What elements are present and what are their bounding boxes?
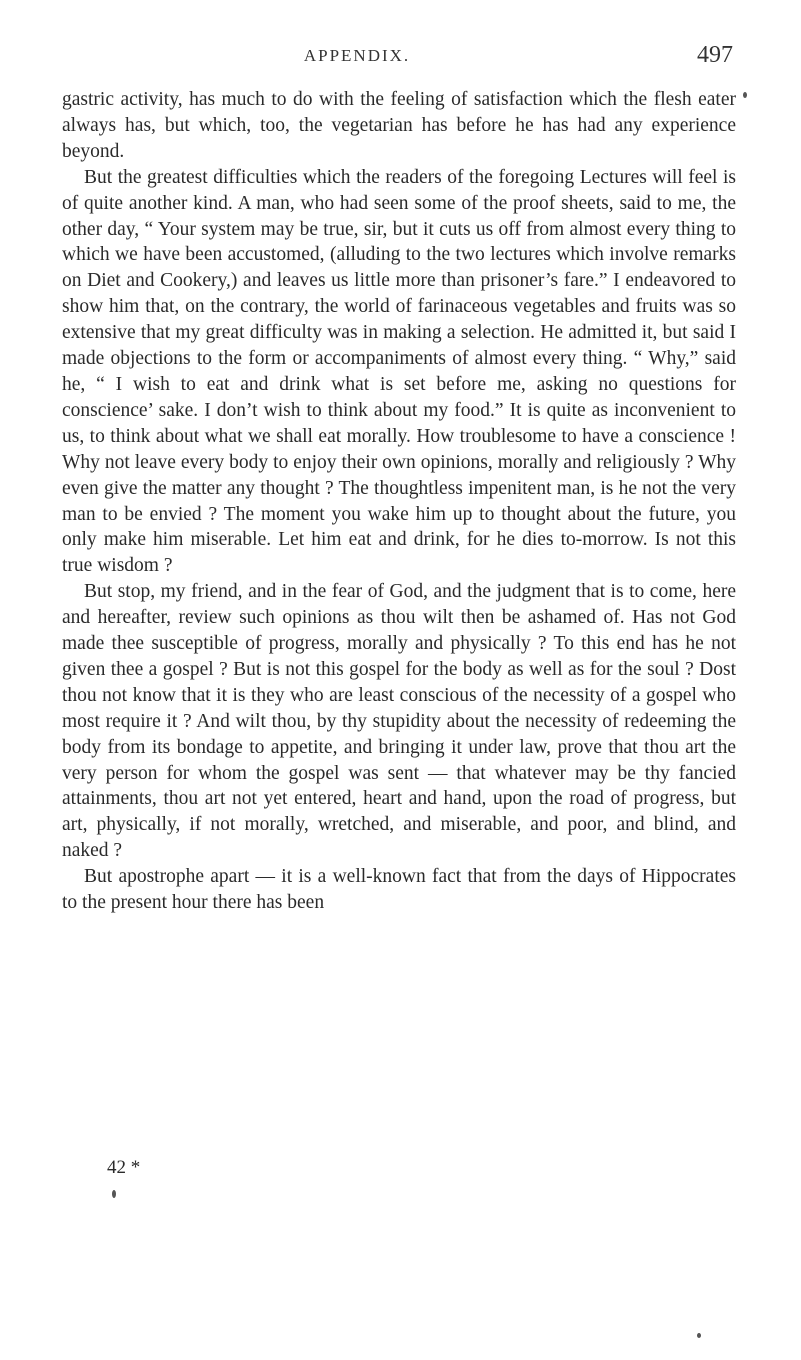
running-head (0, 42, 801, 76)
scan-speck (697, 1333, 701, 1338)
paragraph-2: But the greatest difficulties which the readers of the foregoing Lectures will feel is of quite another kind. A man, who had seen some of the proof sheets, said to me, the other day, “ Your system may be true, sir, but it cuts us off from almost every thing to which we have been accustomed, (alluding to the two lectures which involve remarks on Diet and Cookery,) and leaves us little more than prisoner’s fare.” I endeavored to show him that, on the contrary, the world of farinaceous vegetables and fruits was so extensive that my great difficulty was in making a selection. He admitted it, but said I made objections to the form or accompaniments of almost every thing. “ Why,” said he, “ I wish to eat and drink what is set before me, asking no questions for conscience’ sake. I don’t wish to think about my food.” It is quite as inconvenient to us, to think about what we shall eat morally. How troublesome to have a conscience ! Why not leave every body to enjoy their own opinions, morally and religiously ? Why even give the matter any thought ? The thoughtless impenitent man, is he not the very man to be envied ? The moment you wake him up to thought about the future, you only make him miserable. Let him eat and drink, for he dies to-morrow. Is not this true wisdom ? (62, 166, 736, 577)
body-text (62, 87, 736, 916)
scan-speck (743, 92, 747, 98)
scan-speck (112, 1190, 116, 1198)
page-number: 497 (697, 42, 733, 68)
running-head-title: APPENDIX. (303, 46, 411, 65)
paragraph-3: But stop, my friend, and in the fear of God, and the judgment that is to come, here and hereafter, review such opinions as thou wilt then be ashamed of. Has not God made thee susceptible of progress, morally and physically ? To this end has he not given thee a gospel ? But is not this gospel for the body as well as for the soul ? Dost thou not know that it is they who are least conscious of the necessity of a gospel who most require it ? And wilt thou, by thy stupidity about the necessity of redeeming the body from its bondage to appetite, and bringing it under law, prove that thou art the very person for whom the gospel was sent — that whatever may be thy fancied attainments, thou art not yet entered, heart and hand, upon the road of progress, but art, physically, if not morally, wretched, and miserable, and poor, and blind, and naked ? (62, 581, 736, 862)
paragraph-1: gastric activity, has much to do with the feeling of satisfaction which the flesh eater always has, but which, too, the vegetarian has before he has had any experience beyond. (62, 89, 736, 162)
signature-mark: 42 * (107, 1157, 141, 1178)
paragraph-4: But apostrophe apart — it is a well-known fact that from the days of Hippocrates to the present hour there has been (62, 866, 736, 914)
